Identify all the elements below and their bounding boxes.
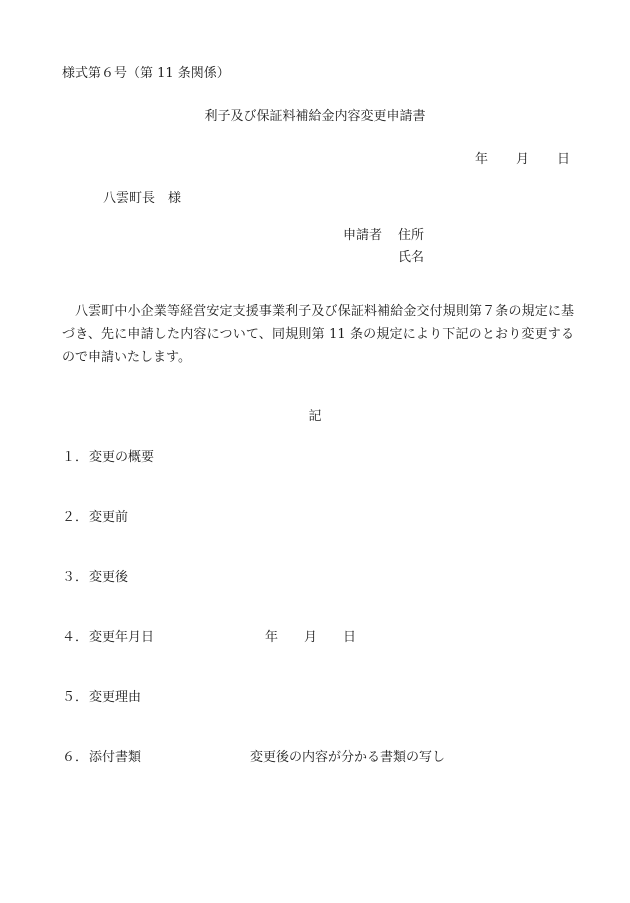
date-year-label: 年 xyxy=(475,152,489,167)
applicant-address-label: 住所 xyxy=(398,228,425,243)
item-number: ３． xyxy=(62,570,89,585)
attachments-value: 変更後の内容が分かる書類の写し xyxy=(250,750,446,765)
item-number: ４． xyxy=(62,630,89,645)
addressee: 八雲町長 様 xyxy=(103,191,182,206)
ki-heading: 記 xyxy=(308,409,322,424)
item-change-date xyxy=(62,626,154,645)
item-label: 変更の概要 xyxy=(89,450,155,465)
item-number: ５． xyxy=(62,690,89,705)
body-paragraph: 八雲町中小企業等経営安定支援事業利子及び保証料補給金交付規則第７条の規定に基づき、先に申請した内容について、同規則第 11 条の規定により下記のとおり変更するので申請いたします。 xyxy=(62,304,574,365)
document-title: 利子及び保証料補給金内容変更申請書 xyxy=(204,109,426,124)
applicant-name-label: 氏名 xyxy=(398,250,425,265)
item-change-summary xyxy=(62,446,154,465)
item-label: 変更理由 xyxy=(89,690,142,705)
item-attachments xyxy=(62,746,141,765)
item-label: 変更後 xyxy=(89,570,129,585)
applicant-label: 申請者 xyxy=(343,228,383,243)
date-day-label: 日 xyxy=(557,152,571,167)
item-label: 添付書類 xyxy=(89,750,142,765)
item-number: ２． xyxy=(62,510,89,525)
date-month-label: 月 xyxy=(516,152,530,167)
item-number: ６． xyxy=(62,750,89,765)
form-number: 様式第６号（第 11 条関係） xyxy=(62,66,230,81)
change-date-day-label: 日 xyxy=(343,630,357,645)
item-number: １． xyxy=(62,450,89,465)
change-date-month-label: 月 xyxy=(304,630,318,645)
change-date-year-label: 年 xyxy=(265,630,279,645)
item-label: 変更前 xyxy=(89,510,129,525)
item-before-change xyxy=(62,506,128,525)
item-change-reason xyxy=(62,686,141,705)
item-after-change xyxy=(62,566,128,585)
item-label: 変更年月日 xyxy=(89,630,155,645)
